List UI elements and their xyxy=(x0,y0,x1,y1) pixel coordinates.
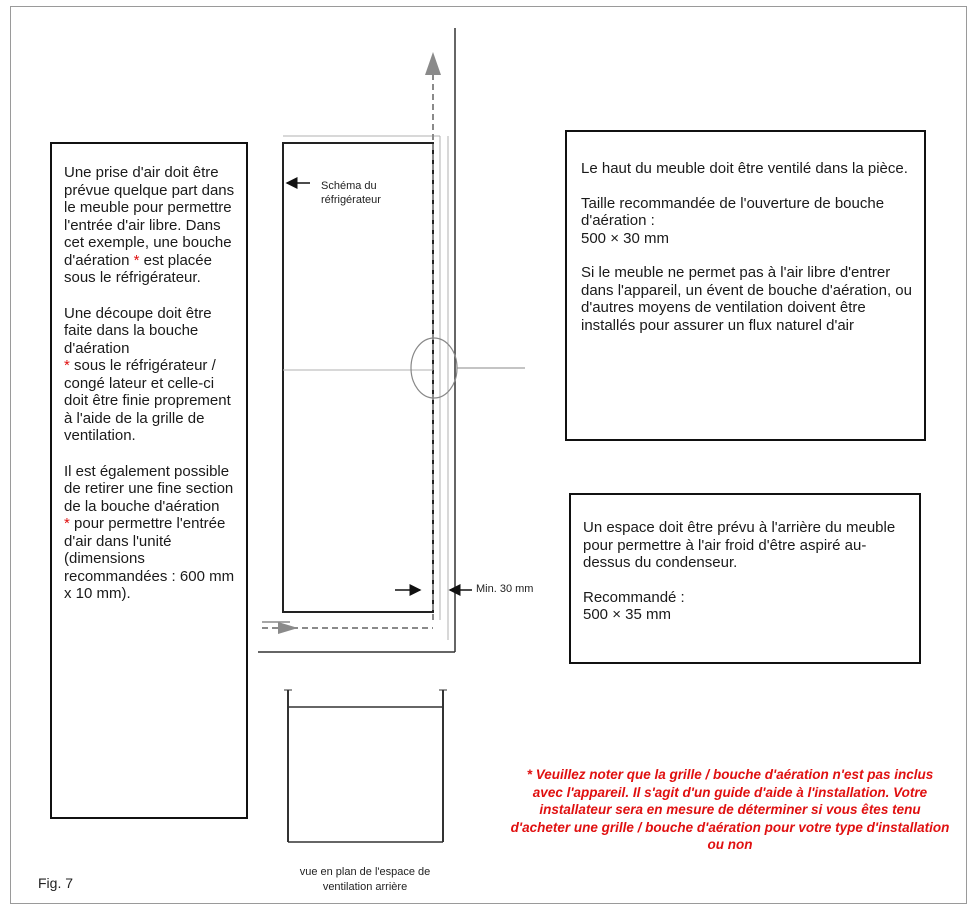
upward-airflow-arrow xyxy=(425,52,441,620)
plan-view xyxy=(284,690,447,842)
top-right-para-3: Si le meuble ne permet pas à l'air libre d'entrer dans l'appareil, un évent de bouche d'aération, ou d'autres moyens de ventilation doivent être installés pour assurer un flux naturel d'air xyxy=(581,264,912,334)
installation-note: * Veuillez noter que la grille / bouche d'aération n'est pas inclus avec l'appareil. Il s'agit d'un guide d'aide à l'installation. Votre installateur sera en mesure de déterminer si vous êtes tenu d'acheter une grille / bouche d'aération pour votre type d'installation ou non xyxy=(510,767,950,852)
bottom-right-para-2: Recommandé : 500 × 35 mm xyxy=(583,588,685,623)
bottom-airflow-arrow xyxy=(262,622,433,634)
fridge-schema-label: Schéma du réfrigérateur xyxy=(321,180,381,206)
rear-air-duct xyxy=(440,136,448,640)
plan-view-caption: vue en plan de l'espace de ventilation arrière xyxy=(299,866,431,893)
air-inlet-info-box xyxy=(50,142,248,819)
left-para-1: Une prise d'air doit être prévue quelque part dans le meuble pour permettre l'entrée d'air libre. Dans cet exemple, une bouche d'aération * est placée sous le réfrigérateur. xyxy=(64,164,235,286)
top-right-para-2: Taille recommandée de l'ouverture de bouche d'aération : 500 × 30 mm xyxy=(581,194,885,247)
figure-label: Fig. 7 xyxy=(38,875,74,891)
rear-space-info-box xyxy=(569,493,921,664)
left-para-2: Une découpe doit être faite dans la bouche d'aération * sous le réfrigérateur / congé lateur et celle-ci doit être finie proprement à l'aide de la grille de ventilation. xyxy=(64,304,231,444)
top-ventilation-info-box xyxy=(565,130,926,441)
bottom-right-para-1: Un espace doit être prévu à l'arrière du meuble pour permettre à l'air froid d'être aspiré au-dessus du condenseur. xyxy=(583,519,896,571)
left-para-3: Il est également possible de retirer une fine section de la bouche d'aération * pour permettre l'entrée d'air dans l'unité (dimensions recommandées : 600 mm x 10 mm). xyxy=(64,462,235,602)
top-right-para-1: Le haut du meuble doit être ventilé dans la pièce. xyxy=(581,160,908,177)
fridge-body xyxy=(283,143,433,612)
min-gap-label: Min. 30 mm xyxy=(476,583,534,595)
